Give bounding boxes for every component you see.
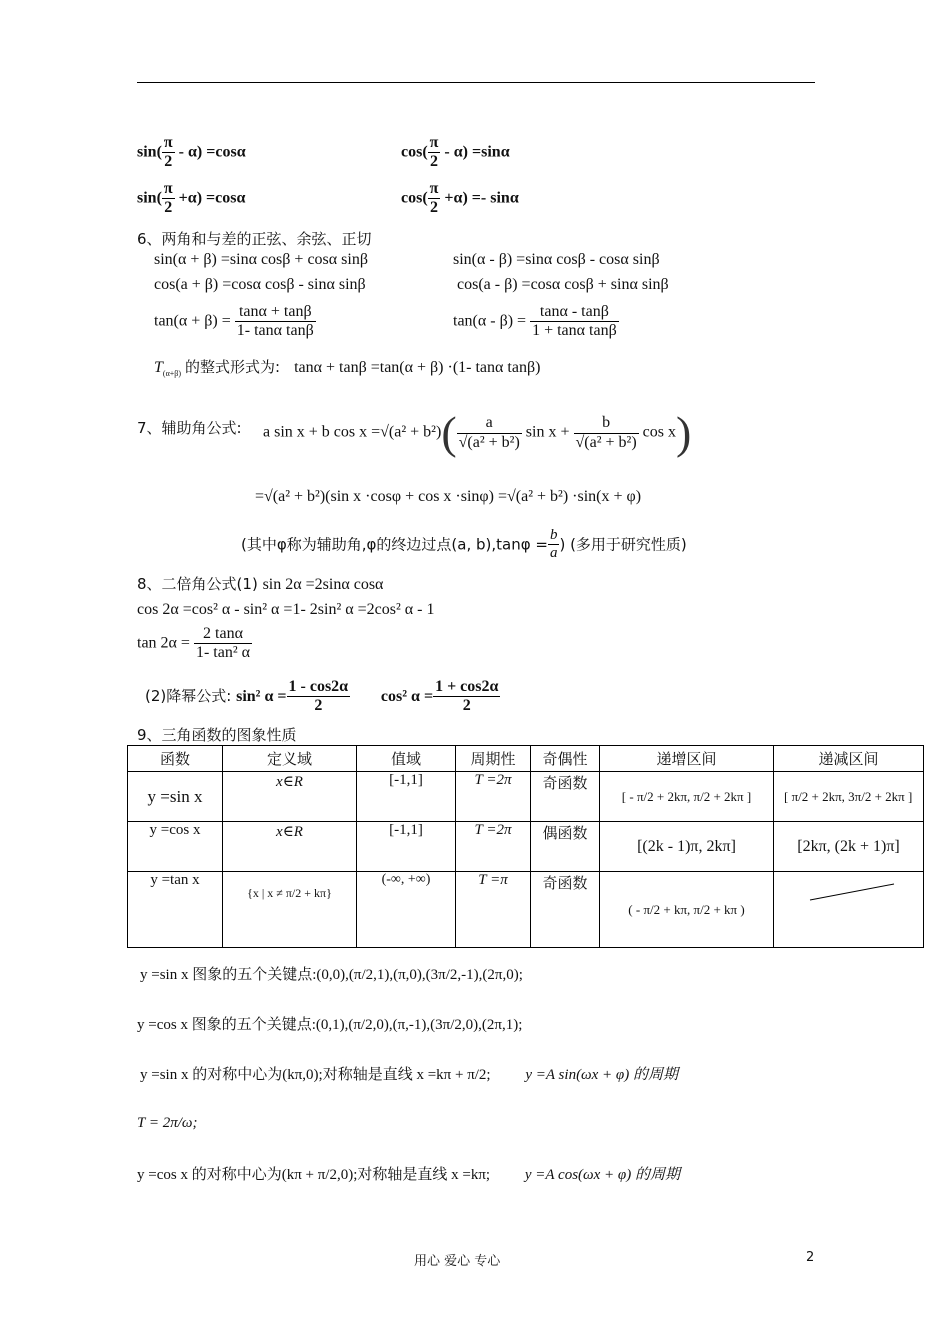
cell-func: y =cos x: [128, 822, 223, 872]
cos-double-formula: cos 2α =cos² α - sin² α =1- 2sin² α =2cos² α - 1: [137, 601, 435, 618]
period-formula: T = 2π/ω;: [137, 1115, 198, 1131]
header-parity: 奇偶性: [531, 746, 600, 772]
cos-sum-formula: cos(a + β) =cosα cosβ - sinα sinβ: [154, 276, 366, 293]
cell-decreasing: [2kπ, (2k + 1)π]: [774, 822, 924, 872]
section-8-heading: 8、二倍角公式(1) sin 2α =2sinα cosα: [137, 575, 384, 593]
cell-domain: {x | x ≠ π/2 + kπ}: [223, 872, 357, 948]
cell-parity: 奇函数: [531, 872, 600, 948]
sin-sum-formula: sin(α + β) =sinα cosβ + cosα sinβ: [154, 251, 368, 268]
sin-key-points: y =sin x 图象的五个关键点:(0,0),(π/2,1),(π,0),(3π/2,-1),(2π,0);: [140, 967, 523, 983]
tan-sum-formula: tan(α + β) = $\frac{\tan\alpha + \tan\beta}{\text{1- tanα tanβ}}$: [154, 303, 314, 340]
header-range: 值域: [357, 746, 456, 772]
cell-increasing: [(2k - 1)π, 2kπ]: [600, 822, 774, 872]
section-9-heading: 9、三角函数的图象性质: [137, 726, 297, 744]
header-period: 周期性: [456, 746, 531, 772]
cell-range: [-1,1]: [357, 772, 456, 822]
table-row: [128, 772, 924, 822]
identity-sin-pi2-minus: sin( $\frac{\pi}{2}$ - α) =cosα: [137, 134, 246, 171]
table-row: [128, 872, 924, 948]
cell-parity: 奇函数: [531, 772, 600, 822]
table-row: [128, 822, 924, 872]
cell-range: (-∞, +∞): [357, 872, 456, 948]
tan-whole-form: $T_{(\alpha+\beta)}$ 的整式形式为: tanα + tanβ =tan(α + β) ·(1- tanα tanβ): [154, 358, 541, 379]
aux-angle-formula-2: =√(a² + b²)(sin x ·cosφ + cos x ·sinφ) =√(a² + b²) ·sin(x + φ): [255, 488, 642, 505]
footer-motto: 用心 爱心 专心: [414, 1254, 501, 1269]
cell-increasing: ( - π/2 + kπ, π/2 + kπ ): [600, 872, 774, 948]
identity-cos-pi2-plus: cos( $\frac{\pi}{2}$ +α) =- sinα: [401, 180, 519, 217]
cell-increasing: [ - π/2 + 2kπ, π/2 + 2kπ ]: [600, 772, 774, 822]
cell-range: [-1,1]: [357, 822, 456, 872]
cell-decreasing: [ π/2 + 2kπ, 3π/2 + 2kπ ]: [774, 772, 924, 822]
tan-double-formula: tan 2α = $\frac{2 \tan\alpha}{\text{1- tan² α}}$: [137, 625, 251, 662]
identity-sin-pi2-plus: sin( $\frac{\pi}{2}$ +α) =cosα: [137, 180, 246, 217]
aux-angle-note: (其中φ称为辅助角,φ的终边过点(a, b),tanφ = $\frac{b}{a}$ ) (多用于研究性质): [241, 527, 687, 562]
header-domain: 定义域: [223, 746, 357, 772]
cos-diff-formula: cos(a - β) =cosα cosβ + sinα sinβ: [457, 276, 669, 293]
header-function: 函数: [128, 746, 223, 772]
cell-period: T =2π: [456, 772, 531, 822]
cell-func: y =tan x: [128, 872, 223, 948]
header-increasing: 递增区间: [600, 746, 774, 772]
page-number: 2: [806, 1250, 815, 1265]
cell-decreasing: [774, 872, 924, 948]
sin-diff-formula: sin(α - β) =sinα cosβ - cosα sinβ: [453, 251, 660, 268]
table-header-row: [128, 746, 924, 772]
trig-properties-table: [127, 745, 924, 948]
cos-symmetry: y =cos x 的对称中心为(kπ + π/2,0);对称轴是直线 x =kπ; y =A cos(ωx + φ) 的周期: [137, 1167, 680, 1183]
section-7-heading: 7、辅助角公式:: [137, 419, 242, 437]
none-slash-mark: [774, 872, 924, 948]
section-6-heading: 6、两角和与差的正弦、余弦、正切: [137, 230, 372, 248]
aux-angle-formula-1: a sin x + b cos x =√(a² + b²)( $\frac{a}{\text{√(a² + b²)}}$ sin x + $\frac{b}{\text{√(a² + b²)}}$ cos x): [263, 407, 692, 458]
power-reduction: (2)降幂公式: sin² α = $\frac{1 - \cos 2\alpha}{2}$ cos² α = $\frac{1 + \cos 2\alpha}{2}$: [145, 678, 499, 715]
identity-cos-pi2-minus: cos( $\frac{\pi}{2}$ - α) =sinα: [401, 134, 510, 171]
cell-func: y =sin x: [128, 772, 223, 822]
cell-period: T =2π: [456, 822, 531, 872]
cell-parity: 偶函数: [531, 822, 600, 872]
sin-symmetry: y =sin x 的对称中心为(kπ,0);对称轴是直线 x =kπ + π/2; y =A sin(ωx + φ) 的周期: [140, 1067, 678, 1083]
header-decreasing: 递减区间: [774, 746, 924, 772]
cell-period: T =π: [456, 872, 531, 948]
cos-key-points: y =cos x 图象的五个关键点:(0,1),(π/2,0),(π,-1),(3π/2,0),(2π,1);: [137, 1017, 523, 1033]
cell-domain: x∈R: [223, 822, 357, 872]
cell-domain: x∈R: [223, 772, 357, 822]
top-rule: [137, 82, 815, 83]
tan-diff-formula: tan(α - β) = $\frac{\tan\alpha - \tan\beta}{\text{1 + tanα tanβ}}$: [453, 303, 617, 340]
